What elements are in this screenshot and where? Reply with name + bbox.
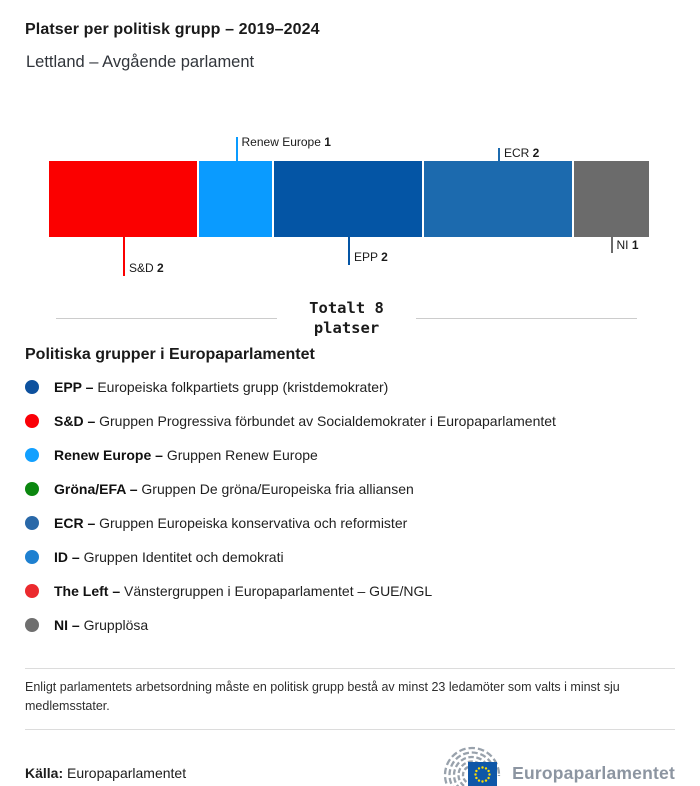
- legend-dot-id: [25, 550, 39, 564]
- legend-text: NI – Grupplösa: [54, 617, 149, 633]
- callout-tick-ecr: [498, 148, 500, 161]
- legend-dot-ecr: [25, 516, 39, 530]
- legend-item-s-d[interactable]: [25, 404, 700, 438]
- legend-item-the-left[interactable]: [25, 574, 700, 608]
- legend-dot-renew-europe: [25, 448, 39, 462]
- source-value: Europaparlamentet: [67, 765, 187, 781]
- right-rule: [416, 318, 637, 319]
- legend-dot-ni: [25, 618, 39, 632]
- bar-segment-renew-europe[interactable]: [199, 161, 272, 237]
- callout-tick-renew-europe: [236, 137, 238, 161]
- callout-label-ecr: ECR 2: [504, 146, 540, 160]
- legend-item-id[interactable]: [25, 540, 700, 574]
- total-seats-label: [277, 298, 416, 338]
- callout-label-renew-europe: Renew Europe 1: [241, 135, 331, 149]
- ep-hemicycle-icon: [432, 745, 504, 786]
- callout-tick-s-d: [123, 237, 125, 276]
- divider-bottom: [25, 729, 675, 730]
- legend-item-renew-europe[interactable]: [25, 438, 700, 472]
- legend-text: S&D – Gruppen Progressiva förbundet av Socialdemokrater i Europaparlamentet: [54, 413, 556, 429]
- legend-text: EPP – Europeiska folkpartiets grupp (kristdemokrater): [54, 379, 389, 395]
- legend-heading: Politiska grupper i Europaparlamentet: [25, 346, 315, 363]
- callout-label-epp: EPP 2: [354, 250, 388, 264]
- bar-segment-ni[interactable]: [574, 161, 649, 237]
- legend-item-ni[interactable]: [25, 608, 700, 642]
- total-line2: platser: [313, 319, 380, 337]
- source-line: [25, 765, 186, 781]
- legend-item-epp[interactable]: [25, 370, 700, 404]
- bar-segment-ecr[interactable]: [424, 161, 572, 237]
- ep-logo[interactable]: [432, 745, 675, 786]
- total-line1: Totalt 8: [309, 299, 384, 317]
- legend-text: ECR – Gruppen Europeiska konservativa och reformister: [54, 515, 408, 531]
- callout-label-ni: NI 1: [616, 238, 639, 252]
- callout-tick-ni: [611, 237, 613, 253]
- legend-text: Gröna/EFA – Gruppen De gröna/Europeiska fria alliansen: [54, 481, 414, 497]
- legend-text: The Left – Vänstergruppen i Europaparlamentet – GUE/NGL: [54, 583, 433, 599]
- seats-bar-chart: [0, 128, 700, 288]
- ep-logo-text: Europaparlamentet: [512, 762, 675, 783]
- legend-dot-epp: [25, 380, 39, 394]
- legend-dot-s-d: [25, 414, 39, 428]
- bar-segment-epp[interactable]: [274, 161, 422, 237]
- legend-dot-the-left: [25, 584, 39, 598]
- legend-item-gr-na-efa[interactable]: [25, 472, 700, 506]
- source-row: [25, 744, 675, 786]
- footnote: Enligt parlamentets arbetsordning måste en politisk grupp bestå av minst 23 ledamöter som valts i minst sju medlemsstater.: [25, 680, 620, 713]
- legend-item-ecr[interactable]: [25, 506, 700, 540]
- callout-tick-epp: [348, 237, 350, 265]
- legend-list: [0, 370, 700, 642]
- page-title: Platser per politisk grupp – 2019–2024: [25, 21, 320, 38]
- source-label: Källa:: [25, 765, 64, 781]
- total-seats: [56, 298, 637, 338]
- page-subtitle: Lettland – Avgående parlament: [26, 53, 255, 71]
- divider-top: [25, 668, 675, 669]
- stacked-bar: [49, 161, 649, 237]
- left-rule: [56, 318, 277, 319]
- legend-text: ID – Gruppen Identitet och demokrati: [54, 549, 284, 565]
- callout-label-s-d: S&D 2: [129, 261, 164, 275]
- legend-dot-gr-na-efa: [25, 482, 39, 496]
- bar-segment-s-d[interactable]: [49, 161, 197, 237]
- legend-text: Renew Europe – Gruppen Renew Europe: [54, 447, 318, 463]
